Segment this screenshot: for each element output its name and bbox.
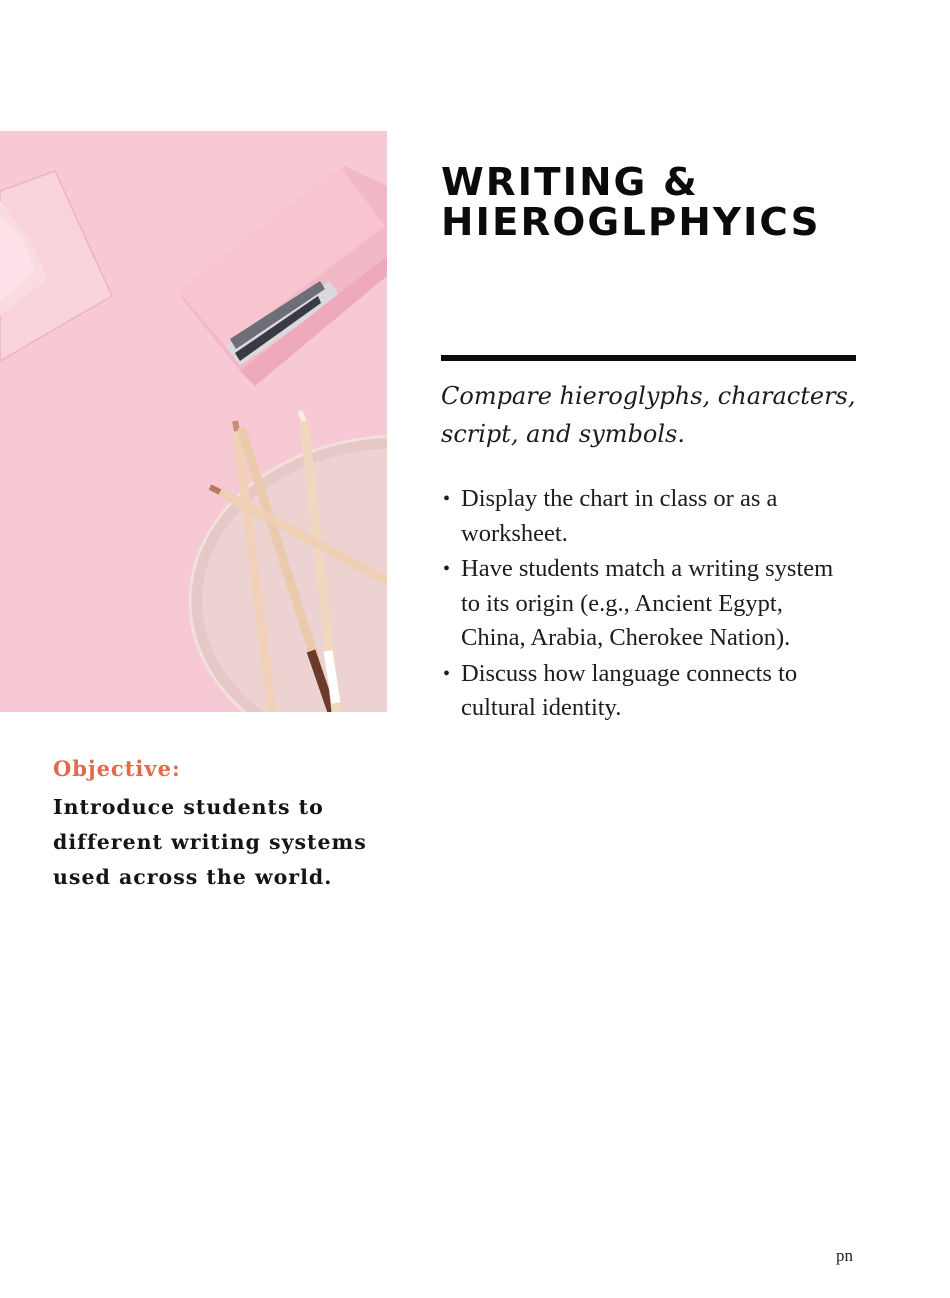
page-number: pn xyxy=(836,1246,853,1265)
objective-label: Objective: xyxy=(53,756,181,781)
title-divider xyxy=(441,355,856,361)
instruction-list xyxy=(441,482,851,727)
subtitle: Compare hieroglyphs, characters, script, and symbols. xyxy=(441,382,856,448)
desk-stationery-photo xyxy=(0,131,387,712)
list-item: • Have students match a writing system to its origin (e.g., Ancient Egypt, China, Arabia, Cherokee Nation). xyxy=(441,552,851,656)
page-title: WRITING & HIEROGLPHYICS xyxy=(441,160,821,244)
list-item: • Display the chart in class or as a worksheet. xyxy=(441,482,851,551)
objective-text: Introduce students to different writing systems used across the world. xyxy=(53,795,367,889)
list-item: • Discuss how language connects to cultural identity. xyxy=(441,657,851,726)
